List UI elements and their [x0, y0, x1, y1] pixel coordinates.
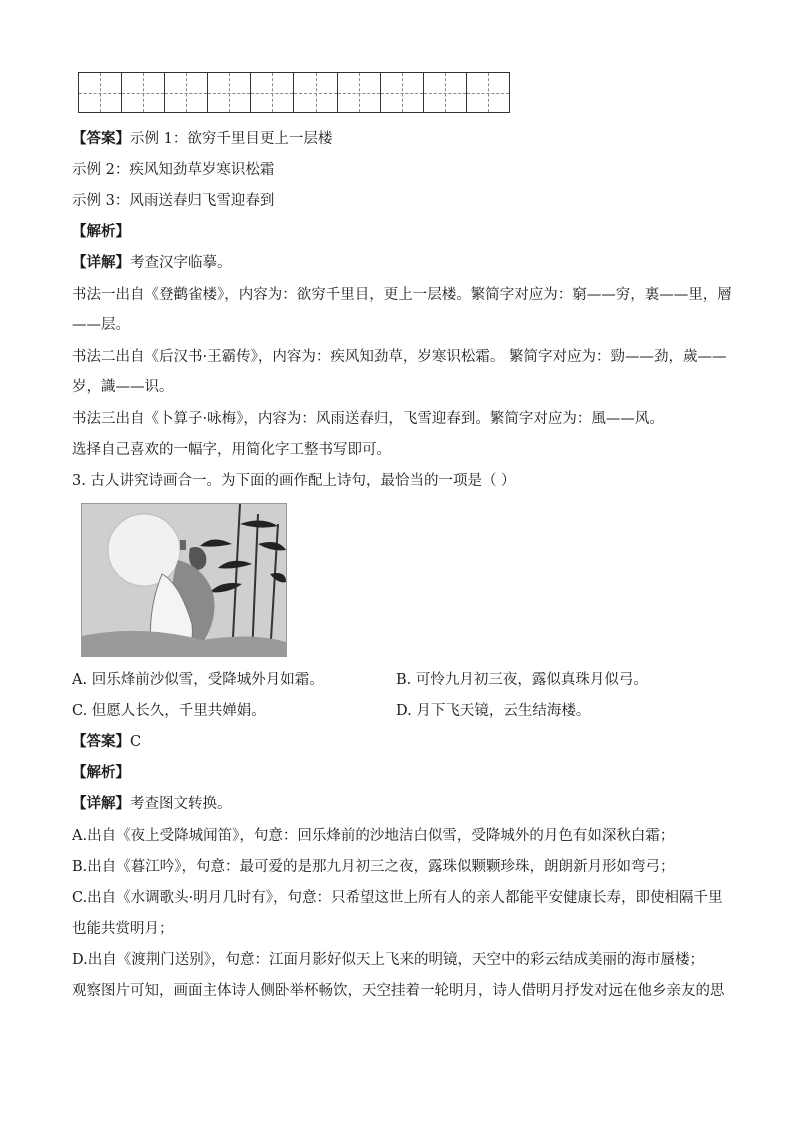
grid-cell [251, 73, 294, 112]
grid-cell [294, 73, 337, 112]
paragraph-4: 选择自己喜欢的一幅字，用简化字工整书写即可。 [72, 442, 391, 458]
grid-cell [122, 73, 165, 112]
grid-cell [467, 73, 509, 112]
answer-text: 示例 1：欲穷千里目更上一层楼 [130, 131, 333, 147]
analysis-tag: 【解析】 [72, 223, 130, 240]
detail-a: A.出自《夜上受降城闻笛》，句意：回乐烽前的沙地洁白似雪，受降城外的月色有如深秋白霜； [72, 828, 675, 844]
analysis-tag: 【解析】 [72, 764, 130, 781]
answer-text: C [130, 734, 142, 750]
answer-tag: 【答案】 [72, 130, 130, 147]
paragraph-2a: 书法二出自《后汉书·王霸传》，内容为：疾风知劲草，岁寒识松霜。 繁简字对应为：勁——劲，歲—— [72, 349, 727, 365]
detail-line-1 [72, 253, 724, 273]
detail-tag: 【详解】 [72, 254, 130, 271]
answer-line-2 [72, 732, 724, 752]
grid-cell [165, 73, 208, 112]
example-3: 示例 3：风雨送春归飞雪迎春到 [72, 193, 275, 209]
option-c: C. 但愿人长久，千里共婵娟。 [72, 703, 266, 719]
grid-cell [208, 73, 251, 112]
example-2: 示例 2：疾风知劲草岁寒识松霜 [72, 162, 275, 178]
writing-grid [78, 72, 510, 113]
observation-line: 观察图片可知，画面主体诗人侧卧举杯畅饮，天空挂着一轮明月，诗人借明月抒发对远在他乡亲友的思 [72, 983, 725, 999]
detail-d: D.出自《渡荆门送别》，句意：江面月影好似天上飞来的明镜，天空中的彩云结成美丽的海市蜃楼； [72, 952, 704, 968]
grid-cell [79, 73, 122, 112]
paragraph-1a: 书法一出自《登鹳雀楼》，内容为：欲穷千里目，更上一层楼。繁简字对应为：窮——穷，裏——里，層 [72, 287, 732, 303]
answer-tag: 【答案】 [72, 733, 130, 750]
detail-c-2: 也能共赏明月； [72, 921, 174, 937]
grid-cell [338, 73, 381, 112]
grid-cell [424, 73, 467, 112]
detail-b: B.出自《暮江吟》，句意：最可爱的是那九月初三之夜，露珠似颗颗珍珠，朗朗新月形如弯弓； [72, 859, 675, 875]
option-a: A. 回乐烽前沙似雪，受降城外月如霜。 [72, 672, 324, 688]
option-d: D. 月下飞天镜，云生结海楼。 [396, 703, 591, 719]
answer-line-1 [72, 129, 724, 149]
detail-tag: 【详解】 [72, 795, 130, 812]
paragraph-1b: ——层。 [72, 317, 130, 333]
paragraph-3: 书法三出自《卜算子·咏梅》，内容为：风雨送春归，飞雪迎春到。繁简字对应为：風——风。 [72, 411, 664, 427]
detail-line-2 [72, 794, 724, 814]
painting-image [81, 503, 287, 657]
paragraph-2b: 岁，識——识。 [72, 379, 174, 395]
detail-c-1: C.出自《水调歌头·明月几时有》，句意：只希望这世上所有人的亲人都能平安健康长寿，即使相隔千里 [72, 890, 723, 906]
option-b: B. 可怜九月初三夜，露似真珠月似弓。 [396, 672, 648, 688]
detail-text: 考查汉字临摹。 [130, 255, 232, 271]
detail-text: 考查图文转换。 [130, 796, 232, 812]
question-3: 3. 古人讲究诗画合一。为下面的画作配上诗句，最恰当的一项是（ ） [72, 473, 516, 489]
grid-cell [381, 73, 424, 112]
painting-illustration [82, 504, 286, 656]
